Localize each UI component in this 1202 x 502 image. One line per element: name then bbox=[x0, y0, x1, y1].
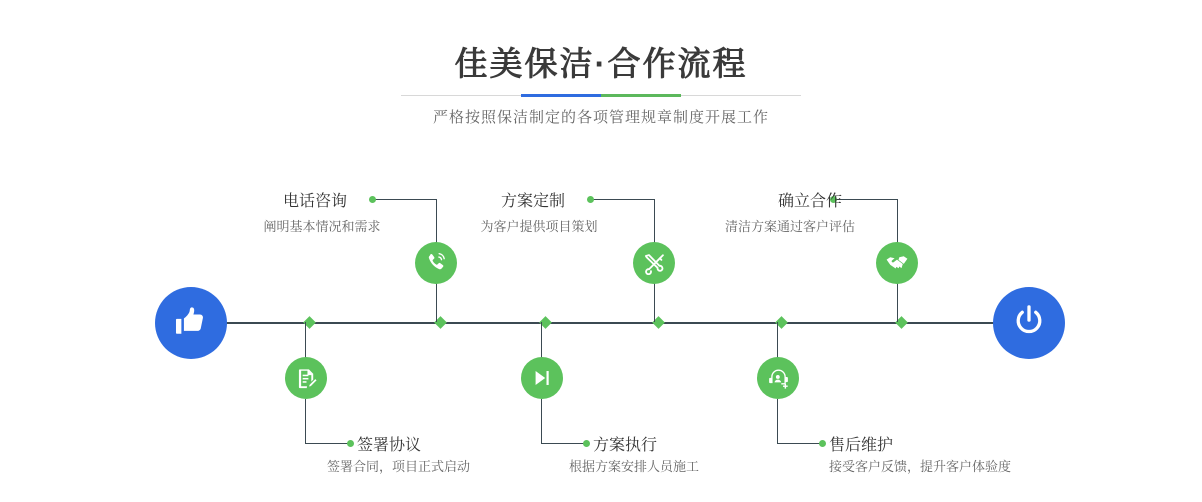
connector-h-step-1 bbox=[372, 199, 437, 200]
start-marker bbox=[155, 287, 227, 359]
page-subtitle: 严格按照保洁制定的各项管理规章制度开展工作 bbox=[432, 109, 769, 126]
connector-dot-step-6 bbox=[819, 440, 826, 447]
step-2-icon-circle[interactable] bbox=[285, 357, 327, 399]
connector-v2-step-3 bbox=[654, 199, 655, 243]
connector-h-step-2 bbox=[305, 443, 350, 444]
handshake-icon bbox=[885, 251, 909, 275]
step-3-desc: 为客户提供项目策划 bbox=[480, 219, 598, 234]
connector-v2-step-5 bbox=[897, 199, 898, 243]
step-4-title: 方案执行 bbox=[593, 437, 658, 454]
page-title: 佳美保洁·合作流程 bbox=[454, 45, 748, 82]
step-5-desc: 清洁方案通过客户评估 bbox=[724, 219, 856, 234]
step-1-desc: 阐明基本情况和需求 bbox=[263, 219, 381, 234]
connector-dot-step-3 bbox=[587, 196, 594, 203]
divider-accent-green bbox=[601, 94, 681, 97]
connector-dot-step-1 bbox=[369, 196, 376, 203]
connector-v-step-2 bbox=[305, 322, 306, 358]
phone-call-icon bbox=[424, 251, 448, 275]
title-divider bbox=[401, 94, 801, 97]
connector-v2-step-2 bbox=[305, 399, 306, 444]
step-5-title: 确立合作 bbox=[777, 193, 843, 210]
headset-support-icon bbox=[767, 367, 790, 390]
contract-edit-icon bbox=[295, 367, 318, 390]
connector-h-step-3 bbox=[590, 199, 655, 200]
connector-v-step-4 bbox=[541, 322, 542, 358]
tools-icon bbox=[643, 252, 666, 275]
power-icon bbox=[1011, 303, 1047, 344]
step-4-desc: 根据方案安排人员施工 bbox=[569, 459, 700, 474]
play-step-icon bbox=[531, 367, 553, 389]
connector-dot-step-4 bbox=[583, 440, 590, 447]
step-3-title: 方案定制 bbox=[500, 193, 566, 210]
connector-v2-step-1 bbox=[436, 199, 437, 243]
connector-h-step-4 bbox=[541, 443, 586, 444]
step-5-icon-circle[interactable] bbox=[876, 242, 918, 284]
step-6-desc: 接受客户反馈，提升客户体验度 bbox=[829, 459, 1012, 474]
step-6-icon-circle[interactable] bbox=[757, 357, 799, 399]
step-3-icon-circle[interactable] bbox=[633, 242, 675, 284]
connector-v-step-6 bbox=[777, 322, 778, 358]
connector-v2-step-6 bbox=[777, 399, 778, 444]
divider-accent-blue bbox=[521, 94, 601, 97]
thumbs-up-icon bbox=[174, 304, 208, 343]
end-marker bbox=[993, 287, 1065, 359]
step-2-title: 签署协议 bbox=[357, 437, 422, 454]
connector-dot-step-2 bbox=[347, 440, 354, 447]
connector-h-step-6 bbox=[777, 443, 822, 444]
connector-h-step-5 bbox=[833, 199, 898, 200]
connector-v2-step-4 bbox=[541, 399, 542, 444]
timeline-axis bbox=[161, 322, 1041, 324]
step-1-icon-circle[interactable] bbox=[415, 242, 457, 284]
step-1-title: 电话咨询 bbox=[282, 193, 348, 210]
step-6-title: 售后维护 bbox=[829, 437, 894, 454]
step-2-desc: 签署合同，项目正式启动 bbox=[327, 459, 471, 474]
step-4-icon-circle[interactable] bbox=[521, 357, 563, 399]
